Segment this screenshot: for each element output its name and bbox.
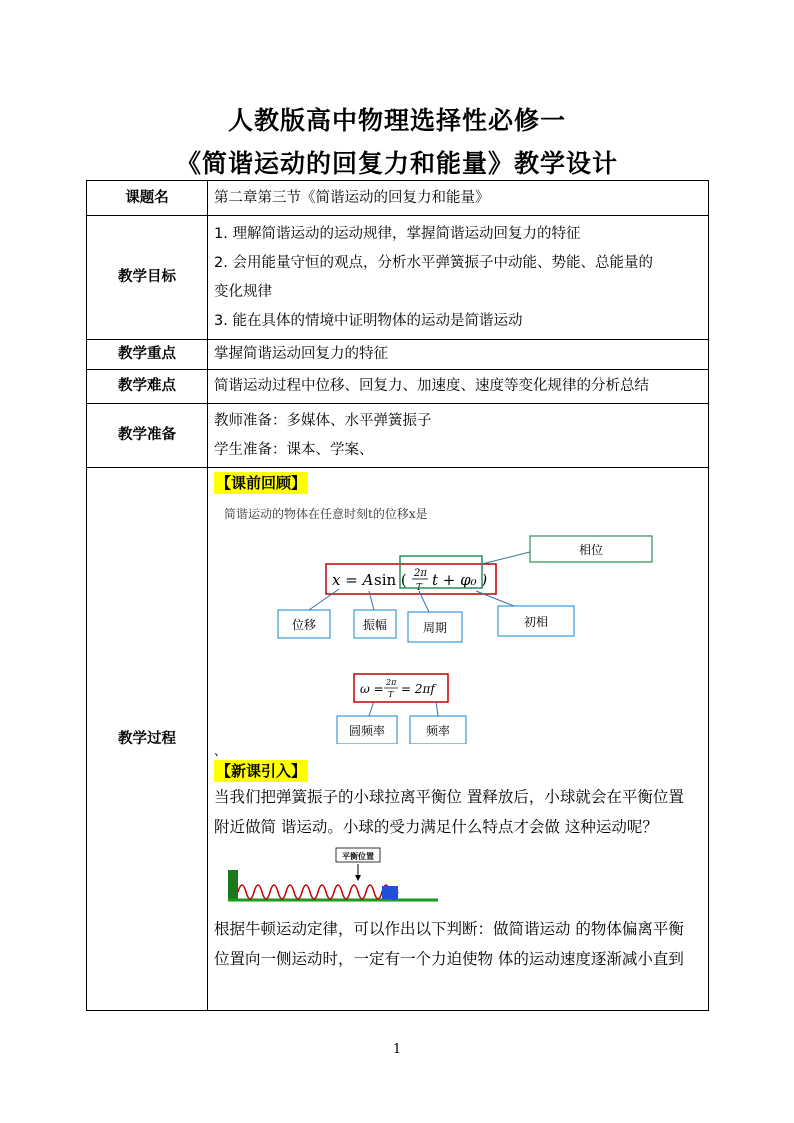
page-number: 1 <box>392 1042 402 1057</box>
intro-line: 当我们把弹簧振子的小球拉离平衡位 置释放后，小球就会在平衡位置 <box>214 788 684 806</box>
angular-freq-label: 圆频率 <box>348 724 386 738</box>
goal-item: 3. 能在具体的情境中证明物体的运动是简谐运动 <box>214 312 523 329</box>
after-line: 位置向一侧运动时，一定有一个力迫使物 体的运动速度逐渐减小直到 <box>214 950 684 968</box>
amplitude-label: 振幅 <box>362 618 388 632</box>
formula-two-pi: 2π <box>414 568 427 579</box>
row-key <box>87 340 709 370</box>
formula-rest: t + φ₀ ) <box>432 571 488 589</box>
document-title-line2: 《简谐运动的回复力和能量》教学设计 <box>175 149 618 178</box>
shm-formula-diagram <box>214 494 702 744</box>
equilibrium-label: 平衡位置 <box>342 852 374 861</box>
formula-x-equals: x = A <box>332 571 374 589</box>
key-content: 掌握简谐运动回复力的特征 <box>208 340 709 370</box>
process-content <box>208 468 709 1011</box>
row-prep <box>87 404 709 468</box>
goal-item: 变化规律 <box>214 283 272 300</box>
formula-diagram-svg <box>214 494 714 744</box>
goals-label: 教学目标 <box>87 216 208 340</box>
row-process <box>87 468 709 1011</box>
document-title-line1: 人教版高中物理选择性必修一 <box>227 106 566 135</box>
omega-two-pi: 2π <box>386 678 397 687</box>
formula-sin: sin ( <box>374 571 407 589</box>
row-difficulty <box>87 370 709 404</box>
diagram-caption: 简谐运动的物体在任意时刻t的位移x是 <box>224 507 428 521</box>
stray-mark: 、 <box>214 744 227 758</box>
frequency-label: 频率 <box>425 724 451 738</box>
review-heading: 【课前回顾】 <box>216 474 307 492</box>
initial-phase-label: 初相 <box>523 615 549 629</box>
displacement-connector <box>309 589 339 610</box>
spring-wall <box>228 870 238 900</box>
row-goals <box>87 216 709 340</box>
angular-freq-connector <box>369 701 374 716</box>
spring-svg <box>214 842 444 914</box>
omega-rest: = 2πf <box>401 682 435 696</box>
prep-item: 学生准备：课本、学案、 <box>214 441 374 458</box>
intro-line: 附近做简 谐运动。小球的受力满足什么特点才会做 这种运动呢？ <box>214 818 658 836</box>
goals-content <box>208 216 709 340</box>
key-label: 教学重点 <box>87 340 208 370</box>
phase-connector <box>482 552 530 564</box>
omega-t: T <box>388 690 394 699</box>
spring-coil <box>238 885 398 899</box>
after-paragraph <box>214 914 702 974</box>
difficulty-content: 简谐运动过程中位移、回复力、加速度、速度等变化规律的分析总结 <box>208 370 709 404</box>
period-label: 周期 <box>422 621 448 635</box>
after-line: 根据牛顿运动定律，可以作出以下判断：做简谐运动 的物体偏离平衡 <box>214 920 684 938</box>
row-topic <box>87 181 709 216</box>
intro-paragraph <box>214 782 702 842</box>
prep-label: 教学准备 <box>87 404 208 468</box>
omega-symbol: ω = <box>360 682 384 696</box>
phase-label: 相位 <box>578 543 604 557</box>
lesson-plan-table <box>86 180 709 1011</box>
spring-oscillator-figure <box>214 842 702 914</box>
spring-ball <box>382 886 398 899</box>
intro-heading: 【新课引入】 <box>216 762 307 780</box>
goal-item: 2. 会用能量守恒的观点，分析水平弹簧振子中动能、势能、总能量的 <box>214 254 653 271</box>
difficulty-label: 教学难点 <box>87 370 208 404</box>
topic-content: 第二章第三节《简谐运动的回复力和能量》 <box>208 181 709 216</box>
displacement-label: 位移 <box>291 618 317 632</box>
process-label: 教学过程 <box>87 468 208 1011</box>
topic-label: 课题名 <box>87 181 208 216</box>
formula-t-period: T <box>416 583 423 593</box>
prep-item: 教师准备：多媒体、水平弹簧振子 <box>214 412 432 429</box>
equilibrium-arrowhead <box>355 875 361 881</box>
goal-item: 1. 理解简谐运动的运动规律，掌握简谐运动回复力的特征 <box>214 225 581 242</box>
prep-content <box>208 404 709 468</box>
frequency-connector <box>436 701 438 716</box>
